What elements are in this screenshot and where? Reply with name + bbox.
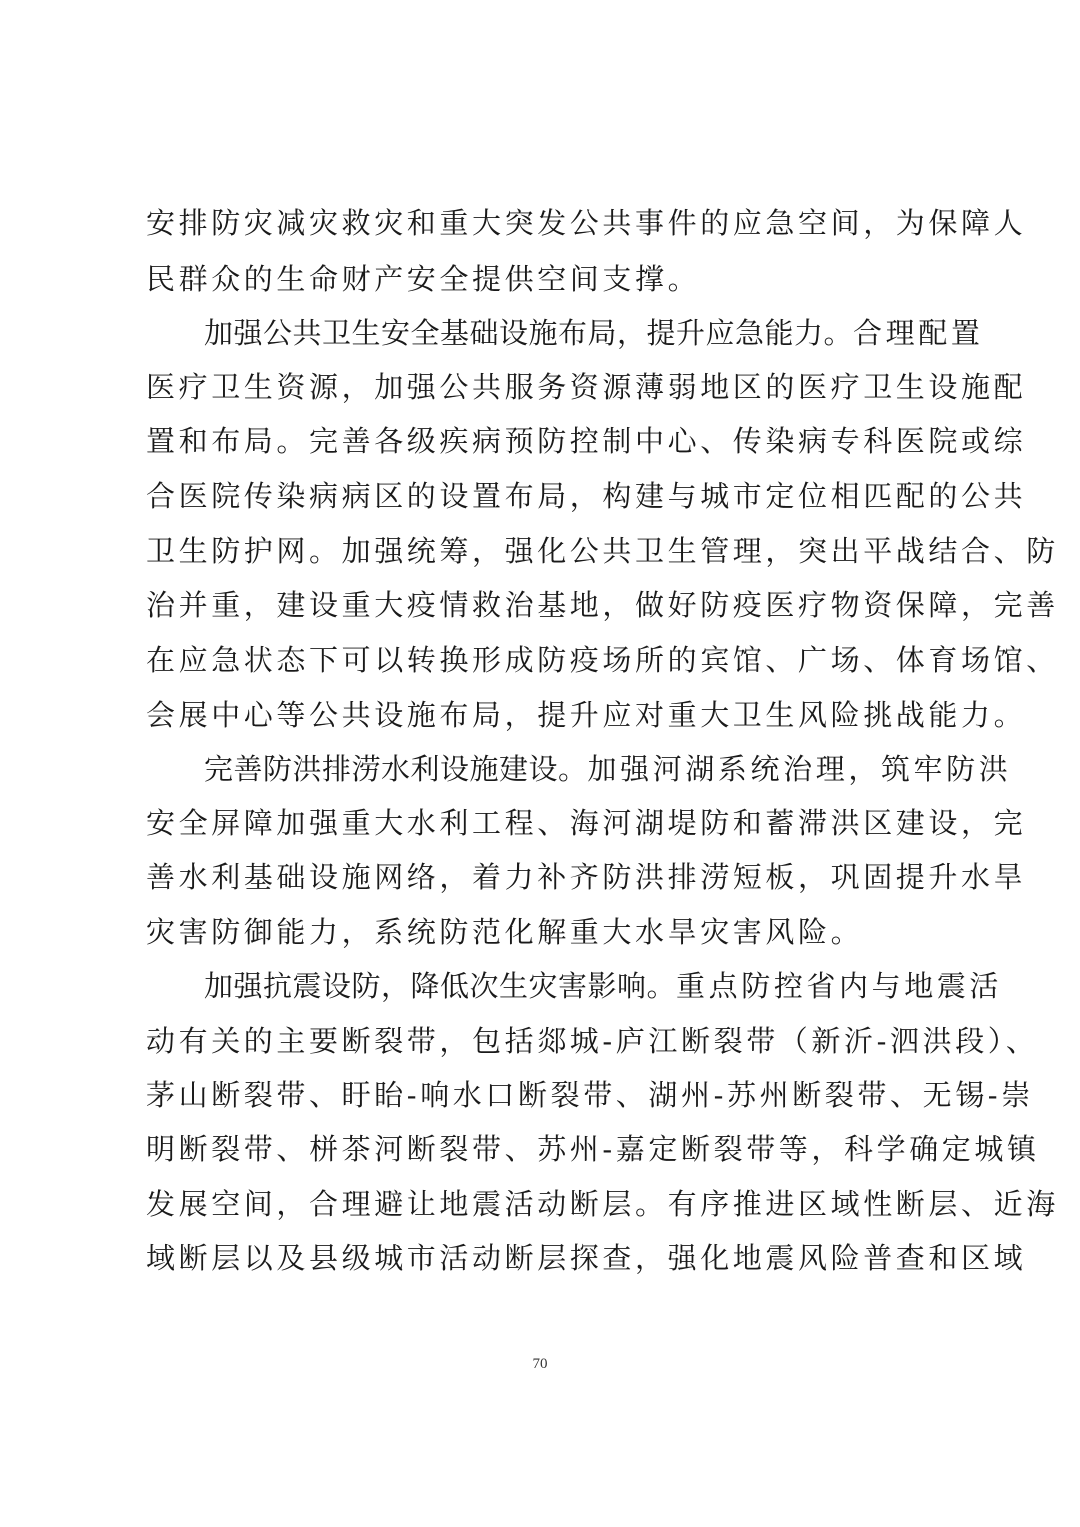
paragraph-3-first-line-rest: 加强河湖系统治理，筑牢防洪 xyxy=(587,752,1012,786)
paragraph-3-line-4: 灾害防御能力，系统防范化解重大水旱灾害风险。 xyxy=(146,915,864,949)
paragraph-2-line-7: 在应急状态下可以转换形成防疫场所的宾馆、广场、体育场馆、 xyxy=(146,643,1059,677)
paragraph-3-line-2: 安全屏障加强重大水利工程、海河湖堤防和蓄滞洪区建设，完 xyxy=(146,806,1027,840)
paragraph-4-line-6: 域断层以及县级城市活动断层探查，强化地震风险普查和区域 xyxy=(146,1241,1027,1275)
paragraph-2-heading: 加强公共卫生安全基础设施布局，提升应急能力。 xyxy=(204,316,854,350)
paragraph-2-line-6: 治并重，建设重大疫情救治基地，做好防疫医疗物资保障，完善 xyxy=(146,588,1059,622)
paragraph-4-line-5: 发展空间，合理避让地震活动断层。有序推进区域性断层、近海 xyxy=(146,1187,1059,1221)
paragraph-4-heading: 加强抗震设防，降低次生灾害影响。 xyxy=(204,969,677,1003)
paragraph-2-line-5: 卫生防护网。加强统筹，强化公共卫生管理，突出平战结合、防 xyxy=(146,534,1059,568)
paragraph-3-line-1 xyxy=(204,749,1012,789)
paragraph-1-line-1: 安排防灾减灾救灾和重大突发公共事件的应急空间，为保障人 xyxy=(146,206,1027,240)
paragraph-2-line-8: 会展中心等公共设施布局，提升应对重大卫生风险挑战能力。 xyxy=(146,698,1027,732)
paragraph-4-first-line-rest: 重点防控省内与地震活 xyxy=(676,969,1003,1003)
page-number: 70 xyxy=(532,1356,548,1372)
paragraph-4-line-2: 动有关的主要断裂带，包括郯城-庐江断裂带（新沂-泗洪段）、 xyxy=(146,1024,1039,1058)
paragraph-2-first-line-rest: 合理配置 xyxy=(853,316,984,350)
paragraph-4-line-1 xyxy=(204,966,1003,1006)
paragraph-2-line-2: 医疗卫生资源，加强公共服务资源薄弱地区的医疗卫生设施配 xyxy=(146,370,1027,404)
paragraph-2-line-4: 合医院传染病病区的设置布局，构建与城市定位相匹配的公共 xyxy=(146,479,1027,513)
paragraph-3-heading: 完善防洪排涝水利设施建设。 xyxy=(204,752,588,786)
paragraph-4-line-4: 明断裂带、栟茶河断裂带、苏州-嘉定断裂带等，科学确定城镇 xyxy=(146,1132,1040,1166)
paragraph-2-line-3: 置和布局。完善各级疾病预防控制中心、传染病专科医院或综 xyxy=(146,424,1027,458)
paragraph-2-line-1 xyxy=(204,313,984,353)
paragraph-1-line-2: 民群众的生命财产安全提供空间支撑。 xyxy=(146,262,701,296)
paragraph-4-line-3: 茅山断裂带、盱眙-响水口断裂带、湖州-苏州断裂带、无锡-崇 xyxy=(146,1078,1034,1112)
paragraph-3-line-3: 善水利基础设施网络，着力补齐防洪排涝短板，巩固提升水旱 xyxy=(146,860,1027,894)
